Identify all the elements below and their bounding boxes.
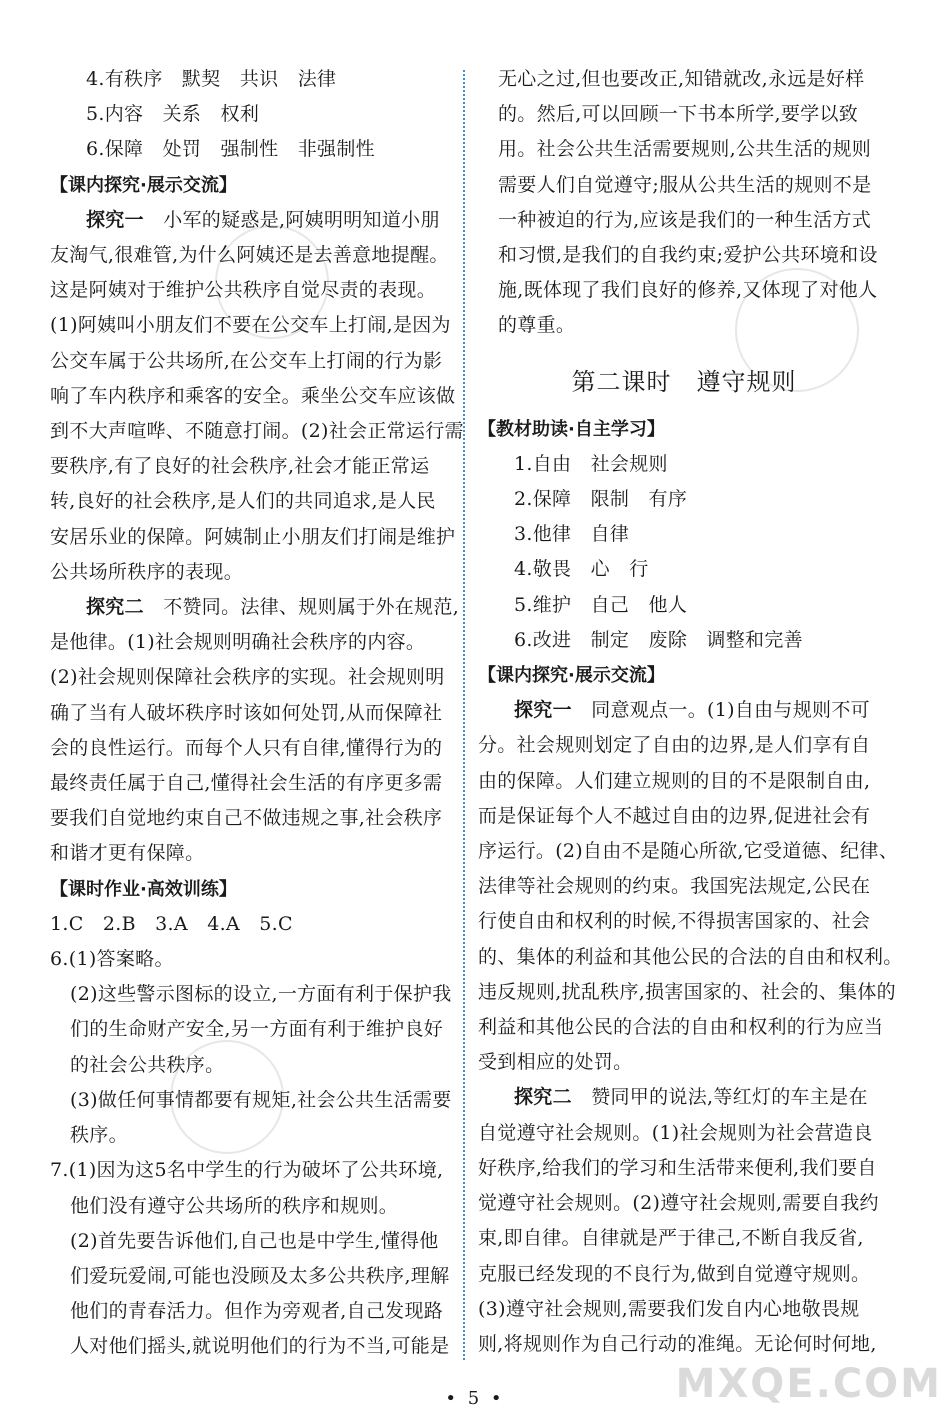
answer-line: 他们没有遵守公共场所的秩序和规则。	[70, 1194, 399, 1217]
text-line: 响了车内秩序和乘客的安全。乘坐公交车应该做	[50, 384, 456, 407]
watermark-logo: MXQE.COM	[675, 1361, 942, 1407]
answer-line: 秩序。	[70, 1124, 128, 1147]
answer-line: 他们的青春活力。但作为旁观者,自己发现路	[70, 1300, 444, 1323]
text-line: 和谐才更有保障。	[50, 842, 205, 865]
answer-line: 的。然后,可以回顾一下书本所学,要学以致	[498, 103, 859, 126]
answer-line: 4.有秩序 默契 共识 法律	[86, 68, 337, 90]
text-line: 公交车属于公共场所,在公交车上打闹的行为影	[50, 349, 443, 372]
answer-line: 用。社会公共生活需要规则,公共生活的规则	[498, 138, 872, 161]
text-line: 6.(1)答案略。	[50, 948, 174, 971]
text-line: 1.C 2.B 3.A 4.A 5.C	[50, 912, 293, 935]
text-line: 友淘气,很难管,为什么阿姨还是去善意地提醒。	[50, 244, 449, 267]
answer-line: 们爱玩爱闹,可能也没顾及太多公共秩序,理解	[70, 1264, 450, 1287]
right-column	[478, 62, 903, 1362]
text-line: 要秩序,有了良好的社会秩序,社会才能正常运	[50, 455, 430, 478]
answer-line: 5.内容 关系 权利	[86, 103, 260, 126]
answer-line: 人对他们摇头,就说明他们的行为不当,可能是	[70, 1335, 450, 1358]
answer-line: 无心之过,但也要改正,知错就改,永远是好样	[498, 68, 865, 90]
inquiry-label: 探究一	[86, 208, 144, 231]
text-line: 分。社会规则划定了自由的边界,是人们享有自	[478, 734, 871, 757]
text-line: (2)社会规则保障社会秩序的实现。社会规则明	[50, 666, 445, 689]
column-divider	[463, 70, 465, 1360]
inquiry-line	[478, 1080, 890, 1115]
text-line: 安居乐业的保障。阿姨制止小朋友们打闹是维护	[50, 525, 456, 548]
answer-line: 6.改进 制定 废除 调整和完善	[514, 628, 803, 651]
text-line: 这是阿姨对于维护公共秩序自觉尽责的表现。	[50, 279, 437, 302]
lesson-title: 第二课时 遵守规则	[571, 367, 797, 396]
text-line: 序运行。(2)自由不是随心所欲,它受道德、纪律、	[478, 840, 899, 863]
inquiry-label: 探究二	[514, 1086, 572, 1109]
answer-line: 1.自由 社会规则	[514, 452, 668, 475]
inquiry-label: 探究一	[514, 699, 572, 722]
faint-stamp-right	[735, 268, 859, 392]
section-header: 【课内探究·展示交流】	[50, 174, 237, 196]
answer-line: (3)做任何事情都要有规矩,社会公共生活需要	[70, 1088, 452, 1111]
faint-stamp-left	[215, 225, 329, 339]
text-line: 好秩序,给我们的学习和生活带来便利,我们要自	[478, 1156, 877, 1179]
text-line: 而是保证每个人不越过自由的边界,促进社会有	[478, 804, 871, 827]
text-line: 由的保障。人们建立规则的目的不是限制自由,	[478, 769, 871, 792]
answer-line: 施,既体现了我们良好的修养,又体现了对他人	[498, 279, 878, 302]
answer-line: 4.敬畏 心 行	[514, 558, 649, 581]
text-line: 转,良好的社会秩序,是人们的共同追求,是人民	[50, 490, 436, 513]
text-line: 利益和其他公民的合法的自由和权利的行为应当	[478, 1016, 884, 1039]
answer-line: 的尊重。	[498, 314, 576, 337]
text-line: 克服已经发现的不良行为,做到自觉遵守规则。	[478, 1262, 871, 1285]
text-line: 公共场所秩序的表现。	[50, 560, 244, 583]
inquiry-text: 小军的疑惑是,阿姨明明知道小朋	[143, 208, 440, 231]
answer-line: (2)首先要告诉他们,自己也是中学生,懂得他	[70, 1229, 439, 1252]
inquiry-line	[478, 693, 890, 728]
section-header: 【课时作业·高效训练】	[50, 878, 237, 900]
text-line: 法律等社会规则的约束。我国宪法规定,公民在	[478, 875, 871, 898]
answer-line: 一种被迫的行为,应该是我们的一种生活方式	[498, 208, 872, 231]
text-line: 最终责任属于自己,懂得社会生活的有序更多需	[50, 772, 443, 795]
section-header: 【课内探究·展示交流】	[478, 665, 665, 687]
text-line: 7.(1)因为这5名中学生的行为破坏了公共环境,	[50, 1159, 444, 1182]
inquiry-label: 探究二	[86, 596, 144, 619]
section-header: 【教材助读·自主学习】	[478, 418, 665, 440]
inquiry-text: 同意观点一。(1)自由与规则不可	[571, 699, 870, 722]
text-line: 到不大声喧哗、不随意打闹。(2)社会正常运行需	[50, 420, 464, 443]
answer-line: 3.他律 自律	[514, 523, 630, 546]
text-line: 违反规则,扰乱秩序,损害国家的、社会的、集体的	[478, 980, 896, 1003]
text-line: 觉遵守社会规则。(2)遵守社会规则,需要自我约	[478, 1192, 879, 1215]
text-line: 确了当有人破坏秩序时该如何处罚,从而保障社	[50, 701, 443, 724]
text-line: 会的良性运行。而每个人只有自律,懂得行为的	[50, 736, 443, 759]
answer-line: 5.维护 自己 他人	[514, 593, 688, 616]
answer-line: 们的生命财产安全,另一方面有利于维护良好	[70, 1018, 444, 1041]
answer-line: 需要人们自觉遵守;服从公共生活的规则不是	[498, 173, 872, 196]
answer-line: (2)这些警示图标的设立,一方面有利于保护我	[70, 983, 452, 1006]
text-line: 则,将规则作为自己行动的准绳。无论何时何地,	[478, 1332, 877, 1355]
answer-line: 2.保障 限制 有序	[514, 488, 688, 511]
text-line: (3)遵守社会规则,需要我们发自内心地敬畏规	[478, 1297, 860, 1320]
text-line: (1)阿姨叫小朋友们不要在公交车上打闹,是因为	[50, 314, 451, 337]
right-bottom-block	[478, 412, 903, 1362]
inquiry-text: 赞同甲的说法,等红灯的车主是在	[571, 1086, 868, 1109]
inquiry-text: 不赞同。法律、规则属于外在规范,	[143, 596, 460, 619]
text-line: 的、集体的利益和其他公民的合法的自由和权利。	[478, 945, 903, 968]
text-line: 行使自由和权利的时候,不得损害国家的、社会	[478, 910, 871, 933]
faint-stamp-bottom	[170, 1040, 284, 1154]
text-line: 束,即自律。自律就是严于律己,不断自我反省,	[478, 1227, 864, 1250]
text-line: 受到相应的处罚。	[478, 1051, 633, 1074]
answer-line: 和习惯,是我们的自我约束;爱护公共环境和设	[498, 244, 878, 267]
inquiry-line	[50, 590, 460, 625]
text-line: 自觉遵守社会规则。(1)社会规则为社会营造良	[478, 1121, 873, 1144]
answer-line: 的社会公共秩序。	[70, 1053, 225, 1076]
page-number: • 5 •	[445, 1388, 505, 1409]
text-line: 是他律。(1)社会规则明确社会秩序的内容。	[50, 631, 426, 654]
answer-line: 6.保障 处罚 强制性 非强制性	[86, 138, 375, 161]
text-line: 要我们自觉地约束自己不做违规之事,社会秩序	[50, 807, 443, 830]
